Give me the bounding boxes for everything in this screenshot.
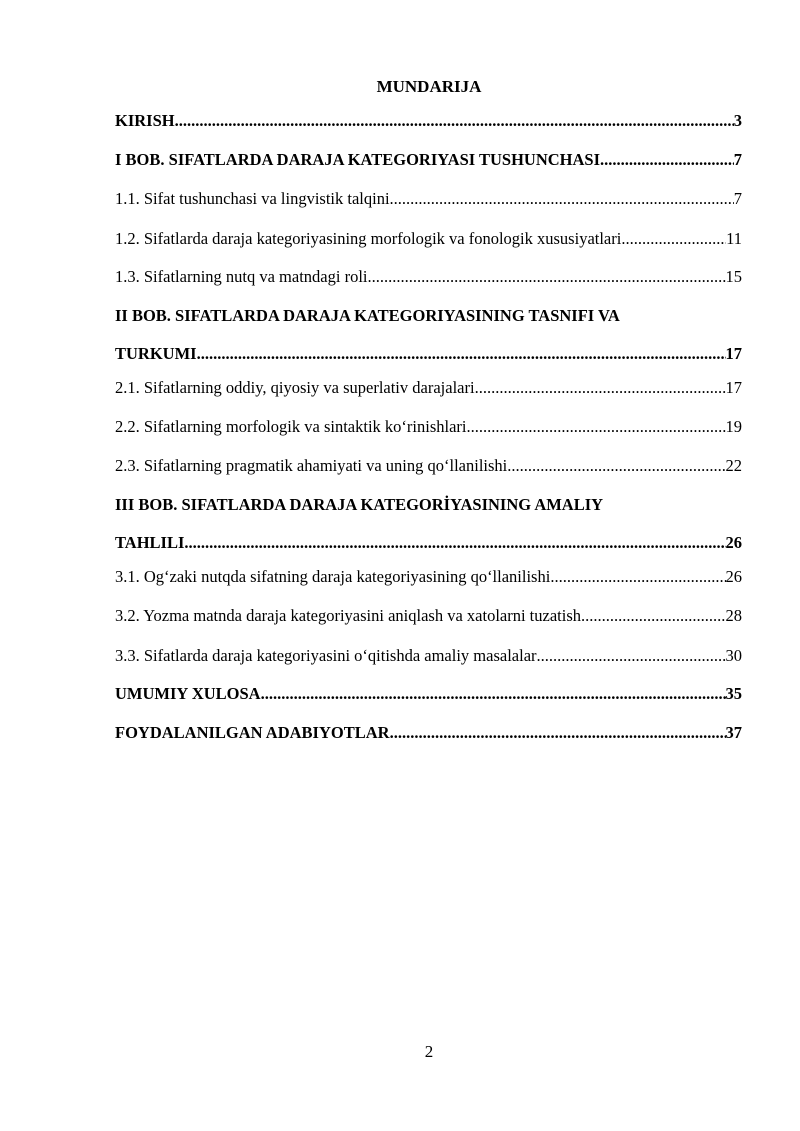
toc-entry-text: TURKUMI	[115, 344, 197, 363]
toc-entry-3-1[interactable]	[115, 566, 742, 588]
toc-entry-page: 22	[725, 456, 742, 475]
page-number: 2	[424, 1042, 434, 1061]
toc-entry-2-1[interactable]	[115, 377, 742, 399]
toc-entry-text: 3.2. Yozma matnda daraja kategoriyasini aniqlash va xatolarni tuzatish	[115, 606, 581, 625]
toc-leader-dots	[600, 149, 734, 171]
toc-entry-first-line: II BOB. SIFATLARDA DARAJA KATEGORIYASINING TASNIFI VA	[115, 306, 620, 325]
toc-leader-dots	[390, 722, 726, 744]
toc-entry-page: 7	[733, 150, 742, 169]
toc-leader-dots	[550, 566, 725, 588]
toc-leader-dots	[390, 188, 734, 210]
toc-entry-page: 17	[725, 378, 742, 397]
toc-entry-text: 2.3. Sifatlarning pragmatik ahamiyati va uning qo‘llanilishi	[115, 456, 508, 475]
toc-entry-text: 1.2. Sifatlarda daraja kategoriyasining morfologik va fonologik xususiyatlari	[115, 229, 622, 248]
toc-entry-2-3[interactable]	[115, 455, 742, 477]
toc-leader-dots	[197, 343, 726, 365]
toc-entry-chapter-3[interactable]	[115, 494, 742, 554]
toc-leader-dots	[261, 683, 726, 705]
toc-leader-dots	[507, 455, 725, 477]
toc-leader-dots	[368, 266, 726, 288]
toc-entry-text: 2.2. Sifatlarning morfologik va sintaktik ko‘rinishlari	[115, 417, 467, 436]
toc-entry-1-2[interactable]	[115, 228, 742, 250]
toc-entry-1-3[interactable]	[115, 266, 742, 288]
toc-entry-page: 26	[725, 567, 742, 586]
toc-entry-page: 30	[725, 646, 742, 665]
toc-leader-dots	[475, 377, 726, 399]
toc-entry-chapter-1[interactable]	[115, 149, 742, 171]
toc-entry-3-2[interactable]	[115, 605, 742, 627]
toc-entry-2-2[interactable]	[115, 416, 742, 438]
toc-entry-text: 2.1. Sifatlarning oddiy, qiyosiy va superlativ darajalari	[115, 378, 475, 397]
toc-leader-dots	[467, 416, 726, 438]
toc-entry-text: 1.3. Sifatlarning nutq va matndagi roli	[115, 267, 368, 286]
toc-entry-text: I BOB. SIFATLARDA DARAJA KATEGORIYASI TUSHUNCHASI	[115, 150, 601, 169]
toc-entry-page: 37	[725, 723, 742, 742]
toc-entry-kirish[interactable]	[115, 110, 742, 132]
toc-entry-3-3[interactable]	[115, 645, 742, 667]
toc-entry-text: 1.1. Sifat tushunchasi va lingvistik talqini	[115, 189, 390, 208]
toc-entry-page: 26	[725, 533, 742, 552]
toc-entry-text: 3.1. Og‘zaki nutqda sifatning daraja kategoriyasining qo‘llanilishi	[115, 567, 551, 586]
toc-entry-page: 19	[725, 417, 742, 436]
toc-title: MUNDARIJA	[376, 77, 482, 96]
toc-entry-text: UMUMIY XULOSA	[115, 684, 261, 703]
toc-entry-page: 17	[725, 344, 742, 363]
toc-entry-chapter-2[interactable]	[115, 305, 742, 365]
toc-entry-page: 35	[725, 684, 742, 703]
toc-entry-text: KIRISH	[115, 111, 175, 130]
toc-entry-page: 11	[726, 229, 742, 248]
toc-entry-text: TAHLILI	[115, 533, 185, 552]
toc-leader-dots	[581, 605, 726, 627]
toc-entry-text: 3.3. Sifatlarda daraja kategoriyasini o‘qitishda amaliy masalalar	[115, 646, 537, 665]
toc-entry-conclusion[interactable]	[115, 683, 742, 705]
toc-entry-text: FOYDALANILGAN ADABIYOTLAR	[115, 723, 390, 742]
toc-entry-first-line: III BOB. SIFATLARDA DARAJA KATEGORİYASINING AMALIY	[115, 495, 604, 514]
toc-leader-dots	[175, 110, 734, 132]
toc-entry-page: 15	[725, 267, 742, 286]
toc-entry-page: 28	[725, 606, 742, 625]
toc-entry-page: 3	[733, 111, 742, 130]
toc-entry-references[interactable]	[115, 722, 742, 744]
toc-leader-dots	[184, 532, 725, 554]
toc-leader-dots	[537, 645, 726, 667]
toc-leader-dots	[621, 228, 726, 250]
toc-entry-1-1[interactable]	[115, 188, 742, 210]
toc-entry-page: 7	[733, 189, 742, 208]
